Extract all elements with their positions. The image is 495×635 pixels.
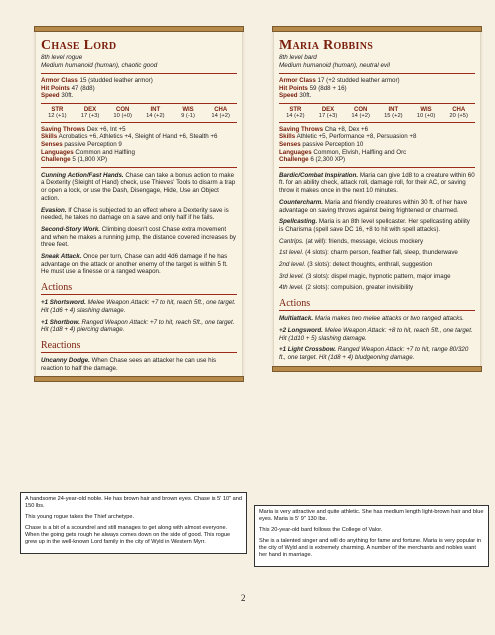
creature-name: Chase Lord [41,38,117,53]
languages: Languages Common and Halfling [41,148,135,156]
creature-name: Maria Robbins [279,38,374,53]
maria-description-box [254,505,489,567]
divider [279,122,475,123]
spell-list: 2nd level. (3 slots): detect thoughts, enthrall, suggestion [279,261,433,269]
divider [41,167,237,168]
ability-dex: DEX 17 (+3) [318,106,338,119]
senses: Senses passive Perception 10 [279,140,364,148]
description-paragraph: A handsome 24-year-old noble. He has brown hair and brown eyes. Chase is 5' 10" and 150 lbs. [25,496,242,509]
hit-points: Hit Points 47 (8d8) [41,84,95,92]
creature-level: 8th level bard [279,54,317,61]
ability-int: INT 14 (+2) [146,106,165,119]
ability-wis: WIS 9 (-1) [181,106,195,119]
armor-class: Armor Class 17 (+2 studded leather armor) [279,77,400,84]
ability-cha: CHA 14 (+2) [211,106,230,119]
saving-throws: Saving Throws Dex +6, Int +5 [41,125,126,133]
ability-scores [279,107,475,119]
spell-list: Cantrips. (at will): friends, message, vicious mockery [279,237,424,245]
divider [279,73,475,74]
statblock-top-bar [34,26,244,32]
statblock-maria-robbins [274,30,480,368]
description-paragraph: She is a talented singer and will do anything for fame and fortune. Maria is very popular in the city of Wyld and is extremely charming. A number of the merchants and nobles want her hand in marriage. [259,538,482,558]
languages: Languages Common, Elvish, Halfling and Orc [279,148,407,156]
trait: Spellcasting. Maria is an 8th level spellcaster. Her spellcasting ability is Charisma (spell save DC 16, +8 to hit with spell attacks). [279,218,470,233]
divider [279,167,475,168]
action: +1 Shortsword. Melee Weapon Attack: +7 to hit, reach 5ft., one target. Hit (1d6 + 4) slashing damage. [41,299,236,314]
ability-int: INT 15 (+2) [384,106,403,119]
saving-throws: Saving Throws Cha +8, Dex +6 [279,125,369,133]
trait: Sneak Attack. Once per turn, Chase can add 4d6 damage if he has advantage on the attack or another enemy of the target is within 5 ft. He must use a finesse or a ranged weapon. [41,253,228,276]
statblock-top-bar [272,26,482,32]
ability-cha: CHA 20 (+5) [449,106,468,119]
divider [41,73,237,74]
description-paragraph: Chase is a bit of a scoundrel and still manages to get along with almost everyone. When the going gets rough he always comes down on the side of good. This rogue grew up in the well-known Lord family in the city of Wyld in Western Myrr. [25,525,231,545]
speed: Speed 30ft. [279,92,312,100]
skills: Skills Athletic +5, Performance +8, Persuasion +8 [279,133,417,141]
ability-con: CON 10 (+0) [113,106,132,119]
trait: Bardic/Combat Inspiration. Maria can give 1d8 to a creature within 60 ft. for an ability check, attack roll, damage roll, for their AC, or saving throw it makes once in the next 10 minutes. [279,171,475,195]
reactions-heading: Reactions [41,340,237,353]
description-paragraph: This 20-year-old bard follows the College of Valor. [259,527,383,533]
ability-scores [41,107,237,119]
ability-dex: DEX 17 (+3) [80,106,100,119]
action: +1 Light Crossbow. Ranged Weapon Attack: +7 to hit, range 80/320 ft., one target. Hit (1d8 + 4) bludgeoning damage. [279,346,469,361]
actions-heading: Actions [279,298,475,311]
ability-str: STR 14 (+2) [286,106,305,119]
challenge: Challenge 6 (2,300 XP) [279,156,346,164]
skills: Skills Acrobatics +6, Athletics +4, Sleight of Hand +6, Stealth +6 [41,133,218,141]
description-paragraph: This young rogue takes the Thief archetype. [25,514,135,520]
challenge: Challenge 5 (1,800 XP) [41,156,108,164]
chase-description-box [20,492,247,554]
senses: Senses passive Perception 9 [41,140,122,148]
ability-wis: WIS 10 (+0) [416,106,436,119]
creature-type: Medium humanoid (human), neutral evil [279,62,390,69]
armor-class: Armor Class 15 (studded leather armor) [41,77,153,84]
actions-heading: Actions [41,282,237,295]
statblock-bottom-bar [272,366,482,372]
action: +2 Longsword. Melee Weapon Attack: +8 to hit, reach 5ft., one target. Hit (1d10 + 5) slashing damage. [279,326,473,342]
hit-points: Hit Points 59 (8d8 + 16) [279,84,347,92]
creature-type: Medium humanoid (human), chaotic good [41,62,158,69]
trait: Evasion. If Chase is subjected to an effect where a Dexterity save is needed, he takes no damage on a save and only half if he fails. [41,206,229,222]
action: Multiattack. Maria makes two melee attacks or two ranged attacks. [279,315,465,323]
divider [41,103,237,104]
ability-con: CON 14 (+2) [351,106,370,119]
divider [279,103,475,104]
statblock-chase-lord [36,30,242,378]
trait: Second-Story Work. Climbing doesn't cost Chase extra movement and when he makes a running jump, the distance covered increases by three feet. [41,225,237,249]
creature-level: 8th level rogue [41,54,83,61]
trait: Cunning Action/Fast Hands. Chase can take a bonus action to make a Dexterity (Sleight of Hand) check, use Thieves' Tools to disarm a trap or open a lock, or use the Dash, Disengage, Hide, Use an Object action. [41,171,236,202]
description-paragraph: Maria is very attractive and quite athletic. She has medium length light-brown hair and blue eyes. Maria is 5' 9" 130 lbs. [259,509,484,522]
statblock-bottom-bar [34,376,244,382]
spell-list: 4th level. (2 slots): compulsion, greater invisibility [279,284,414,292]
spell-list: 3rd level. (3 slots): dispel magic, hypnotic pattern, major image [279,272,451,280]
speed: Speed 30ft. [41,92,74,100]
spell-list: 1st level. (4 slots): charm person, feather fall, sleep, thunderwave [279,249,458,257]
trait: Countercharm. Maria and friendly creatures within 30 ft. of her have advantage on saving throws against being frightened or charmed. [279,198,468,214]
page-number: 2 [241,593,246,603]
ability-str: STR 12 (+1) [48,106,67,119]
action: +1 Shortbow. Ranged Weapon Attack: +7 to hit, reach 5ft., one target. Hit (1d8 + 4) piercing damage. [41,318,235,334]
reaction: Uncanny Dodge. When Chase sees an attacker he can use his reaction to half the damage. [41,357,217,372]
divider [41,122,237,123]
